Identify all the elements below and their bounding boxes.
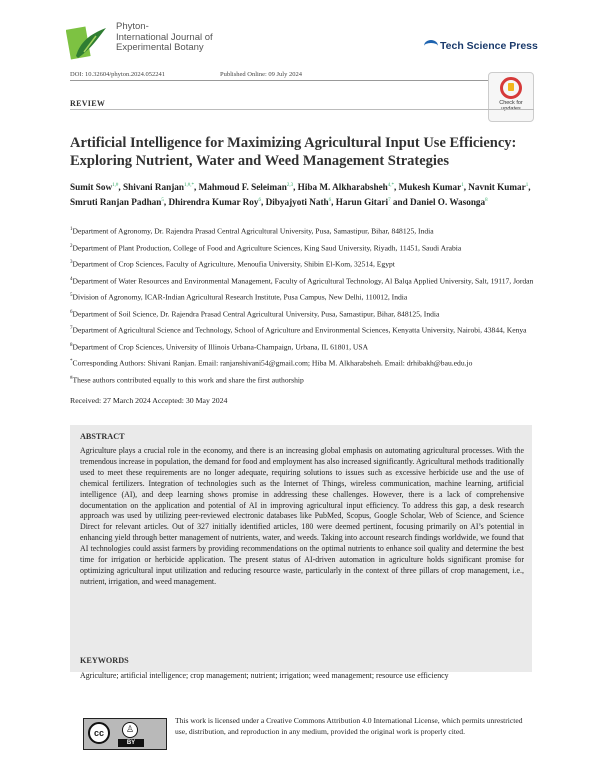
author-name[interactable]: Dhirendra Kumar Roy$^6$ [168, 197, 261, 208]
author-name[interactable]: Harun Gitari$^7$ [335, 197, 391, 208]
author-list: Sumit Sow$^{1,\#}$, Shivani Ranjan$^{1,\#,*}$, Mahmoud F. Seleiman$^{2,3}$, Hiba M. Alkharabsheh$^{4,*}$, Mukesh Kumar$^1$, Navnit Kumar$^1$, Smruti Ranjan Padhan$^5$, Dhirendra Kumar Roy$^6$, Dibyajyoti Nath$^6$, Harun Gitari$^7$ and Daniel O. Wasonga$^8$ [70, 182, 531, 208]
journal-name: Phyton- International Journal of Experimental Botany [116, 21, 213, 53]
cc-by-badge[interactable] [83, 718, 167, 750]
type-divider [70, 109, 534, 110]
author-name[interactable]: Navnit Kumar$^1$ [468, 182, 529, 193]
affiliation-item: $^1$Department of Agronomy, Dr. Rajendra Prasad Central Agricultural University, Pusa, Samastipur, Bihar, 848125, India [70, 226, 434, 236]
affiliation-item: *Corresponding Authors: Shivani Ranjan. Email: ranjanshivani54@gmail.com; Hiba M. Alkharabsheh. Email: drhibakh@bau.edu.jo [70, 358, 473, 368]
affiliation-item: #These authors contributed equally to this work and share the first authorship [70, 375, 304, 385]
license-text: This work is licensed under a Creative Commons Attribution 4.0 International License, which permits unrestricted use, distribution, and reproduction in any medium, provided the original work is properly cited. [175, 716, 523, 736]
publisher-logo: Tech Science Press [424, 40, 538, 52]
check-updates-icon [500, 77, 522, 99]
affiliation-item: $^8$Department of Crop Sciences, University of Illinois Urbana-Champaign, Urbana, IL 61801, USA [70, 342, 369, 352]
affiliations [70, 225, 540, 390]
journal-logo-icon [66, 22, 110, 62]
creative-commons-icon: cc [88, 722, 110, 744]
keywords-heading: KEYWORDS [80, 656, 129, 665]
doi[interactable]: DOI: 10.32604/phyton.2024.052241 [70, 71, 165, 78]
author-name[interactable]: Mukesh Kumar$^1$ [398, 182, 464, 193]
published-date: Published Online: 09 July 2024 [220, 71, 302, 78]
publisher-arc-icon [424, 40, 438, 52]
affiliation-item: $^3$Department of Crop Sciences, Faculty of Agriculture, Menoufia University, Shibin El-Kom, 32514, Egypt [70, 259, 395, 269]
check-for-updates-button[interactable]: Check for updates [488, 72, 534, 122]
affiliation-item: $^5$Division of Agronomy, ICAR-Indian Agricultural Research Institute, Pusa Campus, New Delhi, 110012, India [70, 292, 408, 302]
header-divider [70, 80, 534, 81]
affiliation-item: $^6$Department of Soil Science, Dr. Rajendra Prasad Central Agricultural University, Pusa, Samastipur, Bihar, 848125, India [70, 309, 440, 319]
article-title: Artificial Intelligence for Maximizing Agricultural Input Use Efficiency: Exploring Nutrient, Water and Weed Management Strategies [70, 135, 517, 169]
received-accepted-dates: Received: 27 March 2024 Accepted: 30 May 2024 [70, 396, 228, 405]
article-type: REVIEW [70, 99, 106, 108]
by-label: BY [118, 739, 144, 747]
abstract-heading: ABSTRACT [80, 432, 125, 441]
author-name[interactable]: Smruti Ranjan Padhan$^5$ [70, 197, 164, 208]
affiliation-item: $^4$Department of Water Resources and Environmental Management, Faculty of Agricultural Technology, Al Balqa Applied University, Salt, 19117, Jordan [70, 276, 534, 286]
attribution-person-icon: ♙ [122, 722, 138, 738]
keywords-text: Agriculture; artificial intelligence; crop management; nutrient; irrigation; weed management; resource use efficiency [80, 671, 449, 680]
affiliation-item: $^7$Department of Agricultural Science and Technology, School of Agriculture and Environmental Sciences, Kenyatta University, Nairobi, 43844, Kenya [70, 325, 527, 335]
author-name[interactable]: Mahmoud F. Seleiman$^{2,3}$ [198, 182, 294, 193]
abstract-text: Agriculture plays a crucial role in the economy, and there is an increasing global emphasis on automating agricultural processes. With the tremendous increase in population, the demand for food and employment has also increased significantly. Agricultural methods traditionally used to meet these requirements are no longer adequate, requiring solutions to issues such as excessive herbicide use and the use of chemical fertilizers. Integration of technologies such as the Internet of Things, wireless communication, machine learning, artificial intelligence (AI), and deep learning shows promise in addressing these challenges. However, there is a lack of comprehensive documentation on the application and potential of AI in improving agricultural input efficiency. To address this gap, a desk research approach was used by utilizing peer-reviewed electronic databases like PubMed, Scopus, Google Scholar, Web of Science, and Science Direct for relevant articles. Out of 327 initially identified articles, 180 were deemed pertinent, focusing primarily on AI’s potential in enhancing yield through better management of nutrients, water, and weeds. Taking into account research findings worldwide, we found that AI technologies could assist farmers by providing recommendations on the optimal nutrients to enhance soil quality and determine the best time for irrigation or herbicide application. The present status of AI-driven automation in agriculture holds significant promise for optimizing agricultural input utilization and reducing resource waste, particularly in the context of three pillars of crop management, i.e., nutrient, irrigation, and weed management. [80, 446, 524, 586]
author-name[interactable]: Shivani Ranjan$^{1,\#,*}$ [122, 182, 194, 193]
author-name[interactable]: Daniel O. Wasonga$^8$ [409, 197, 488, 208]
author-name[interactable]: Hiba M. Alkharabsheh$^{4,*}$ [297, 182, 395, 193]
affiliation-item: $^2$Department of Plant Production, College of Food and Agriculture Sciences, King Saud University, Riyadh, 11451, Saudi Arabia [70, 243, 462, 253]
author-name[interactable]: Sumit Sow$^{1,\#}$ [70, 182, 119, 193]
author-name[interactable]: Dibyajyoti Nath$^6$ [265, 197, 332, 208]
